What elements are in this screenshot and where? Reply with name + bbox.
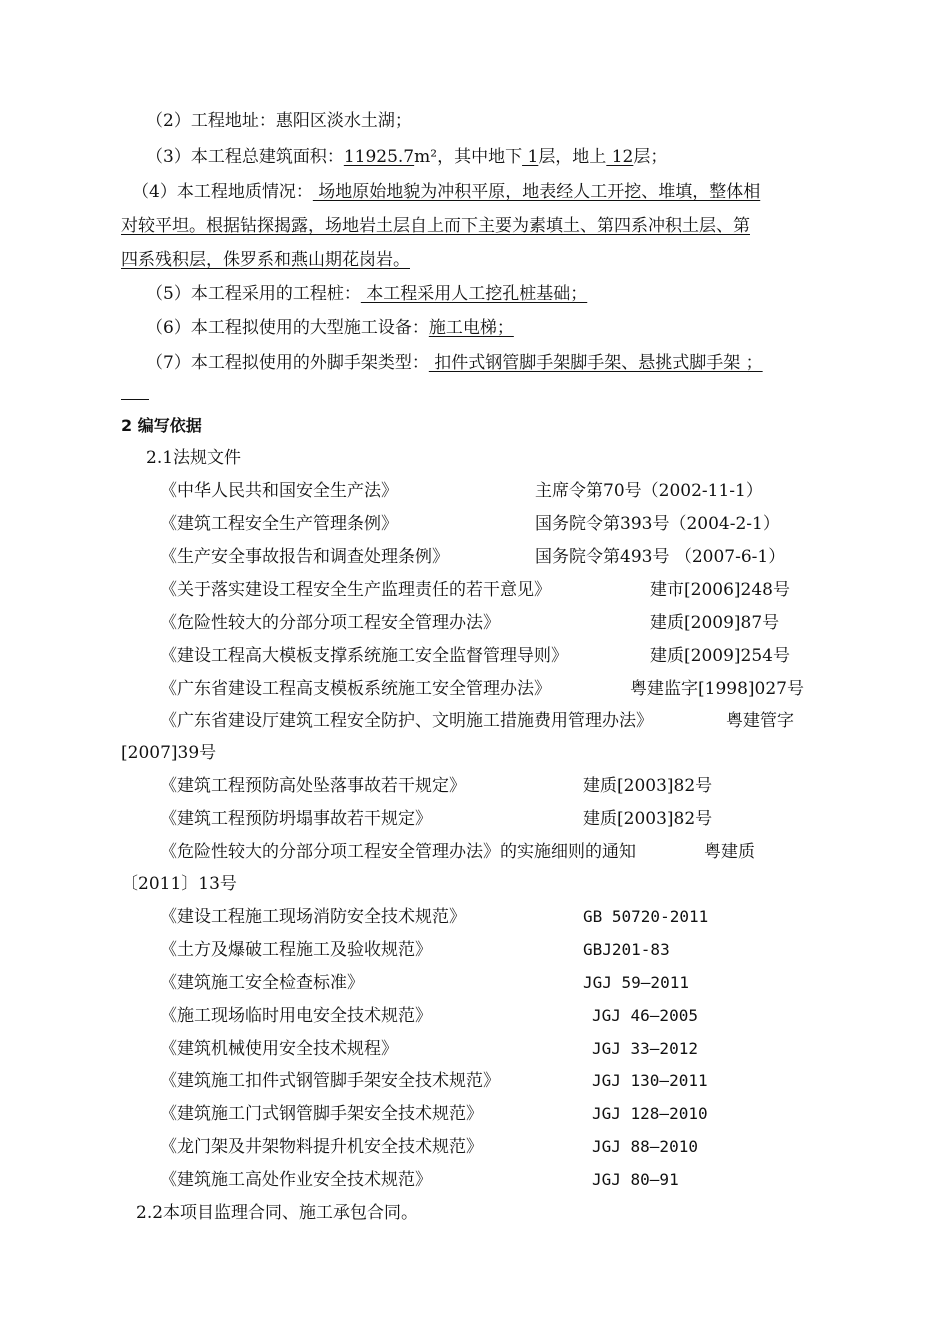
regulation-title: 《建筑工程预防高处坠落事故若干规定》 bbox=[160, 776, 466, 796]
regulation-ref: 粤建监字[1998]027号 bbox=[630, 679, 804, 699]
standard-title: 《建筑施工扣件式钢管脚手架安全技术规范》 bbox=[160, 1071, 500, 1091]
regulation-title: 《广东省建设工程高支模板系统施工安全管理办法》 bbox=[160, 679, 551, 699]
geo-text-3: 四系残积层，侏罗系和燕山期花岗岩。 bbox=[121, 250, 410, 270]
section-heading: 2 编写依据 bbox=[121, 416, 202, 435]
equipment-value: 施工电梯； bbox=[428, 318, 514, 338]
pile-value: 本工程采用人工挖孔桩基础； bbox=[360, 284, 588, 304]
regulation-title-cont: 〔2011〕13号 bbox=[121, 874, 237, 894]
regulation-ref: 建质[2009]254号 bbox=[650, 646, 790, 666]
regulation-title-cont: [2007]39号 bbox=[121, 743, 217, 763]
regulation-ref: 建质[2009]87号 bbox=[650, 613, 780, 633]
regulation-ref: 粤建管字 bbox=[726, 711, 794, 731]
regulation-ref: 粤建质 bbox=[704, 842, 755, 862]
below-floors: 1 bbox=[522, 147, 539, 167]
area-mid2: 层，地上 bbox=[538, 147, 607, 167]
geo-label: （4）本工程地质情况： bbox=[132, 182, 313, 202]
subsection-regulations: 2.1法规文件 bbox=[146, 448, 242, 468]
scaffold-label: （7）本工程拟使用的外脚手架类型： bbox=[146, 353, 429, 373]
regulation-ref: 建市[2006]248号 bbox=[650, 580, 790, 600]
geo-text-2: 对较平坦。根据钻探揭露，场地岩土层自上而下主要为素填土、第四系冲积土层、第 bbox=[121, 216, 750, 236]
address-line: （2）工程地址：惠阳区淡水土湖； bbox=[146, 111, 412, 131]
standard-code: JGJ 128—2010 bbox=[592, 1104, 708, 1123]
standard-title: 《龙门架及井架物料提升机安全技术规范》 bbox=[160, 1137, 483, 1157]
standard-code: JGJ 33—2012 bbox=[592, 1039, 698, 1058]
standard-code: JGJ 80—91 bbox=[592, 1170, 679, 1189]
standard-code: JGJ 88—2010 bbox=[592, 1137, 698, 1156]
above-floors: 12 bbox=[606, 147, 634, 167]
regulation-title: 《广东省建设厅建筑工程安全防护、文明施工措施费用管理办法》 bbox=[160, 711, 653, 731]
standard-code: JGJ 59—2011 bbox=[583, 973, 689, 992]
regulation-ref: 建质[2003]82号 bbox=[583, 776, 713, 796]
standard-title: 《建设工程施工现场消防安全技术规范》 bbox=[160, 907, 466, 927]
area-label: （3）本工程总建筑面积： bbox=[146, 147, 344, 167]
standard-code: GB 50720-2011 bbox=[583, 907, 709, 926]
standard-title: 《土方及爆破工程施工及验收规范》 bbox=[160, 940, 432, 960]
subsection-contracts: 2.2本项目监理合同、施工承包合同。 bbox=[136, 1203, 419, 1223]
geo-line-1 bbox=[132, 180, 760, 204]
standard-title: 《建筑施工安全检查标准》 bbox=[160, 973, 364, 993]
equipment-label: （6）本工程拟使用的大型施工设备： bbox=[146, 318, 429, 338]
regulation-title: 《危险性较大的分部分项工程安全管理办法》的实施细则的通知 bbox=[160, 842, 636, 862]
scaffold-line bbox=[146, 351, 763, 375]
area-line bbox=[146, 145, 667, 169]
divider bbox=[121, 399, 149, 400]
regulation-title: 《危险性较大的分部分项工程安全管理办法》 bbox=[160, 613, 500, 633]
regulation-ref: 建质[2003]82号 bbox=[583, 809, 713, 829]
standard-title: 《建筑施工高处作业安全技术规范》 bbox=[160, 1170, 432, 1190]
regulation-title: 《建筑工程安全生产管理条例》 bbox=[160, 514, 398, 534]
area-unit: m² bbox=[414, 147, 438, 167]
area-end: 层； bbox=[633, 147, 668, 167]
standard-title: 《建筑机械使用安全技术规程》 bbox=[160, 1039, 398, 1059]
regulation-title: 《建筑工程预防坍塌事故若干规定》 bbox=[160, 809, 432, 829]
regulation-title: 《生产安全事故报告和调查处理条例》 bbox=[160, 547, 449, 567]
regulation-title: 《中华人民共和国安全生产法》 bbox=[160, 481, 398, 501]
regulation-title: 《建设工程高大模板支撑系统施工安全监督管理导则》 bbox=[160, 646, 568, 666]
area-mid: ，其中地下 bbox=[437, 147, 523, 167]
pile-line bbox=[146, 282, 587, 306]
standard-code: JGJ 46—2005 bbox=[592, 1006, 698, 1025]
regulation-ref: 国务院令第393号（2004-2-1） bbox=[535, 514, 780, 534]
standard-code: JGJ 130—2011 bbox=[592, 1071, 708, 1090]
standard-title: 《建筑施工门式钢管脚手架安全技术规范》 bbox=[160, 1104, 483, 1124]
area-value: 11925.7 bbox=[343, 147, 415, 167]
equipment-line bbox=[146, 316, 514, 340]
scaffold-value: 扣件式钢管脚手架脚手架、悬挑式脚手架 ； bbox=[428, 353, 763, 373]
standard-title: 《施工现场临时用电安全技术规范》 bbox=[160, 1006, 432, 1026]
regulation-title: 《关于落实建设工程安全生产监理责任的若干意见》 bbox=[160, 580, 551, 600]
regulation-ref: 主席令第70号（2002-11-1） bbox=[535, 481, 763, 501]
pile-label: （5）本工程采用的工程桩： bbox=[146, 284, 361, 304]
standard-code: GBJ201-83 bbox=[583, 940, 670, 959]
regulation-ref: 国务院令第493号 （2007-6-1） bbox=[535, 547, 786, 567]
geo-text-1: 场地原始地貌为冲积平原，地表经人工开挖、堆填，整体相 bbox=[312, 182, 761, 202]
